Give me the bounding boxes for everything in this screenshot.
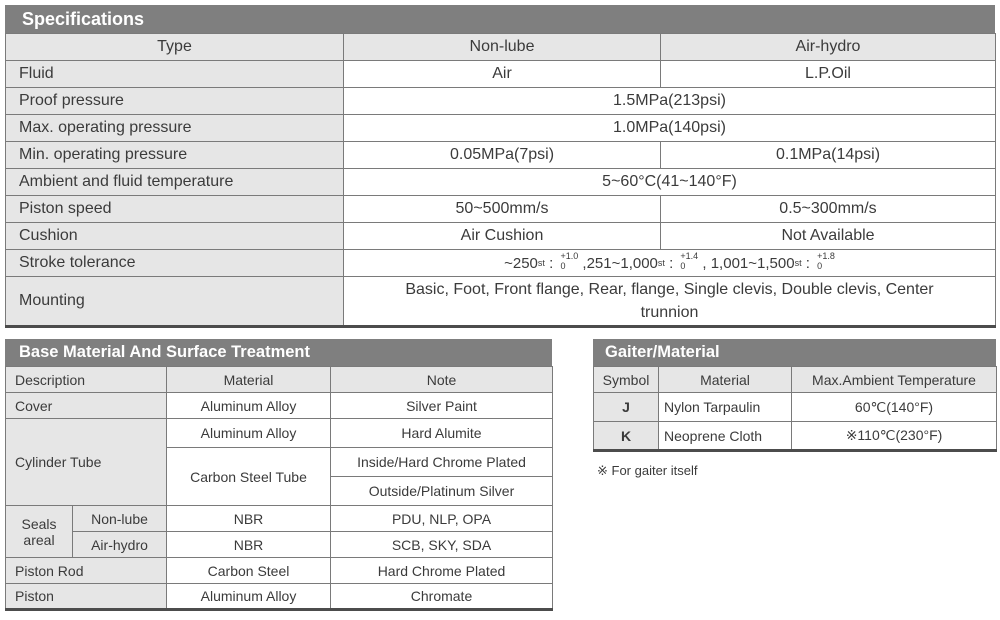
cushion-non-lube: Air Cushion <box>344 223 661 250</box>
gaiter-section-title <box>593 339 996 366</box>
row-seals-non-lube <box>6 506 553 532</box>
cover-label: Cover <box>6 393 167 419</box>
proof-pressure-label: Proof pressure <box>6 88 344 115</box>
mounting-label: Mounting <box>6 277 344 327</box>
gaiter-row-k <box>594 422 997 451</box>
tolerance-segment-2: 251~1,000 st : +1.4 0 , <box>586 251 711 272</box>
piston-note: Chromate <box>331 584 553 610</box>
cylinder-tube-material-2: Carbon Steel Tube <box>167 448 331 506</box>
gaiter-header-row <box>594 367 997 393</box>
row-piston <box>6 584 553 610</box>
col-max-ambient-temperature: Max.Ambient Temperature <box>792 367 997 393</box>
seals-type-air-hydro: Air-hydro <box>73 532 167 558</box>
cover-material: Aluminum Alloy <box>167 393 331 419</box>
gaiter-material-k: Neoprene Cloth <box>659 422 792 451</box>
gaiter-temperature-j: 60℃(140°F) <box>792 393 997 422</box>
base-material-section-title <box>5 339 552 366</box>
spec-row-proof-pressure <box>6 88 996 115</box>
fluid-non-lube-value: Air <box>344 61 661 88</box>
min-operating-pressure-non-lube: 0.05MPa(7psi) <box>344 142 661 169</box>
gaiter-table <box>593 366 997 452</box>
spec-row-min-operating-pressure <box>6 142 996 169</box>
spec-row-fluid <box>6 61 996 88</box>
spec-row-max-operating-pressure <box>6 115 996 142</box>
col-description: Description <box>6 367 167 393</box>
gaiter-title-text: Gaiter/Material <box>605 343 720 361</box>
gaiter-temperature-k: ※110℃(230°F) <box>792 422 997 451</box>
fluid-label: Fluid <box>6 61 344 88</box>
cylinder-tube-note-2b: Outside/Platinum Silver <box>331 477 553 506</box>
col-material: Material <box>167 367 331 393</box>
tolerance-segment-1: ~250 st : +1.0 0 , <box>504 251 587 272</box>
col-symbol: Symbol <box>594 367 659 393</box>
stroke-tolerance-value <box>344 250 996 277</box>
specifications-title-text: Specifications <box>22 8 145 29</box>
ambient-temperature-label: Ambient and fluid temperature <box>6 169 344 196</box>
max-operating-pressure-value: 1.0MPa(140psi) <box>344 115 996 142</box>
spec-header-row <box>6 34 996 61</box>
gaiter-material-j: Nylon Tarpaulin <box>659 393 792 422</box>
gaiter-footnote: ※ For gaiter itself <box>597 463 698 478</box>
piston-material: Aluminum Alloy <box>167 584 331 610</box>
stroke-tolerance-label: Stroke tolerance <box>6 250 344 277</box>
specifications-section-title <box>5 5 995 33</box>
piston-rod-material: Carbon Steel <box>167 558 331 584</box>
spec-row-stroke-tolerance <box>6 250 996 277</box>
col-note: Note <box>331 367 553 393</box>
cushion-air-hydro: Not Available <box>661 223 996 250</box>
piston-speed-air-hydro: 0.5~300mm/s <box>661 196 996 223</box>
tolerance-segment-3: 1,001~1,500 st : +1.8 0 <box>710 251 835 272</box>
gaiter-row-j <box>594 393 997 422</box>
cylinder-tube-label: Cylinder Tube <box>6 419 167 506</box>
cylinder-tube-note-2a: Inside/Hard Chrome Plated <box>331 448 553 477</box>
min-operating-pressure-air-hydro: 0.1MPa(14psi) <box>661 142 996 169</box>
mounting-value: Basic, Foot, Front flange, Rear, flange, Single clevis, Double clevis, Center trunnion <box>405 281 934 322</box>
row-seals-air-hydro <box>6 532 553 558</box>
seals-air-hydro-note: SCB, SKY, SDA <box>331 532 553 558</box>
specifications-table <box>5 33 996 328</box>
cushion-label: Cushion <box>6 223 344 250</box>
stroke-tolerance-notation <box>345 253 994 273</box>
cover-note: Silver Paint <box>331 393 553 419</box>
proof-pressure-value: 1.5MPa(213psi) <box>344 88 996 115</box>
seals-air-hydro-material: NBR <box>167 532 331 558</box>
cylinder-tube-note-1: Hard Alumite <box>331 419 553 448</box>
spec-col-type: Type <box>6 34 344 61</box>
cylinder-tube-material-1: Aluminum Alloy <box>167 419 331 448</box>
piston-rod-label: Piston Rod <box>6 558 167 584</box>
max-operating-pressure-label: Max. operating pressure <box>6 115 344 142</box>
row-piston-rod <box>6 558 553 584</box>
gaiter-symbol-k: K <box>594 422 659 451</box>
seals-non-lube-material: NBR <box>167 506 331 532</box>
gaiter-symbol-j: J <box>594 393 659 422</box>
row-cylinder-tube-1 <box>6 419 553 448</box>
ambient-temperature-value: 5~60°C(41~140°F) <box>344 169 996 196</box>
spec-row-mounting <box>6 277 996 327</box>
piston-rod-note: Hard Chrome Plated <box>331 558 553 584</box>
min-operating-pressure-label: Min. operating pressure <box>6 142 344 169</box>
base-material-header-row <box>6 367 553 393</box>
spec-row-ambient-temperature <box>6 169 996 196</box>
fluid-air-hydro-value: L.P.Oil <box>661 61 996 88</box>
row-cover <box>6 393 553 419</box>
base-material-title-text: Base Material And Surface Treatment <box>19 343 310 361</box>
seals-label: Seals areal <box>6 506 73 558</box>
seals-type-non-lube: Non-lube <box>73 506 167 532</box>
base-material-table <box>5 366 553 611</box>
spec-row-piston-speed <box>6 196 996 223</box>
spec-row-cushion <box>6 223 996 250</box>
spec-col-non-lube: Non-lube <box>344 34 661 61</box>
mounting-value-cell <box>344 277 996 327</box>
spec-col-air-hydro: Air-hydro <box>661 34 996 61</box>
piston-speed-label: Piston speed <box>6 196 344 223</box>
piston-label: Piston <box>6 584 167 610</box>
piston-speed-non-lube: 50~500mm/s <box>344 196 661 223</box>
col-gaiter-material: Material <box>659 367 792 393</box>
seals-non-lube-note: PDU, NLP, OPA <box>331 506 553 532</box>
